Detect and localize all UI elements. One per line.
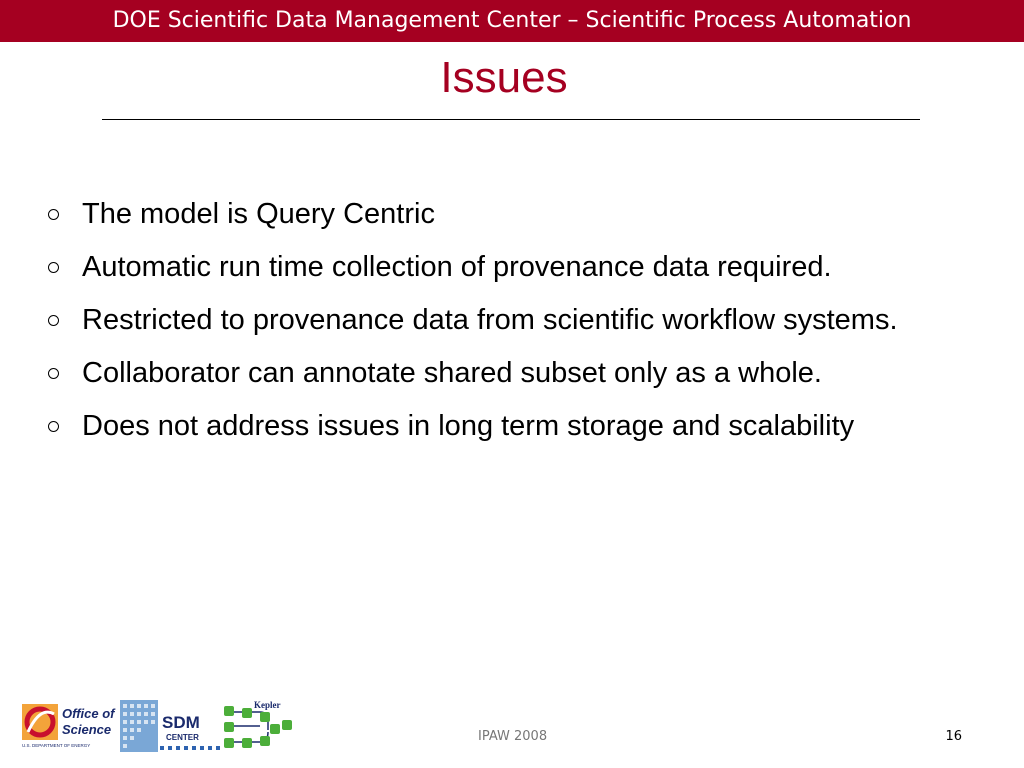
bullet-item — [42, 406, 964, 447]
bullet-circle-icon — [48, 315, 59, 326]
office-of-science-logo — [22, 704, 116, 748]
bullet-text: Collaborator can annotate shared subset only as a whole. — [82, 357, 822, 389]
bullet-item — [42, 300, 964, 341]
bullet-circle-icon — [48, 421, 59, 432]
header-banner — [0, 0, 1024, 42]
bullet-text: Restricted to provenance data from scientific workflow systems. — [82, 304, 898, 336]
office-logo-line1: Office of — [62, 706, 115, 721]
bullet-circle-icon — [48, 262, 59, 273]
bullet-item — [42, 194, 964, 235]
sdm-logo-name: SDM — [162, 713, 200, 732]
kepler-logo-name: Kepler — [254, 700, 281, 710]
bullet-item — [42, 353, 964, 394]
title-divider — [102, 119, 920, 120]
bullet-text: Does not address issues in long term storage and scalability — [82, 410, 855, 442]
kepler-logo — [224, 700, 292, 748]
bullet-text: Automatic run time collection of provenance data required. — [82, 251, 832, 283]
bullet-circle-icon — [48, 368, 59, 379]
sdm-logo-sub: CENTER — [166, 733, 199, 742]
header-banner-text: DOE Scientific Data Management Center – Scientific Process Automation — [112, 8, 912, 33]
office-logo-line3: U.S. DEPARTMENT OF ENERGY — [22, 743, 91, 748]
footer-page-number: 16 — [945, 729, 962, 744]
bullet-list — [42, 194, 964, 459]
slide-title: Issues — [440, 53, 568, 102]
bullet-circle-icon — [48, 209, 59, 220]
footer-event: IPAW 2008 — [478, 729, 548, 744]
office-logo-line2: Science — [62, 722, 112, 737]
sdm-center-logo — [120, 700, 220, 752]
sponsor-logos — [20, 696, 300, 758]
bullet-text: The model is Query Centric — [82, 198, 435, 230]
bullet-item — [42, 247, 964, 288]
